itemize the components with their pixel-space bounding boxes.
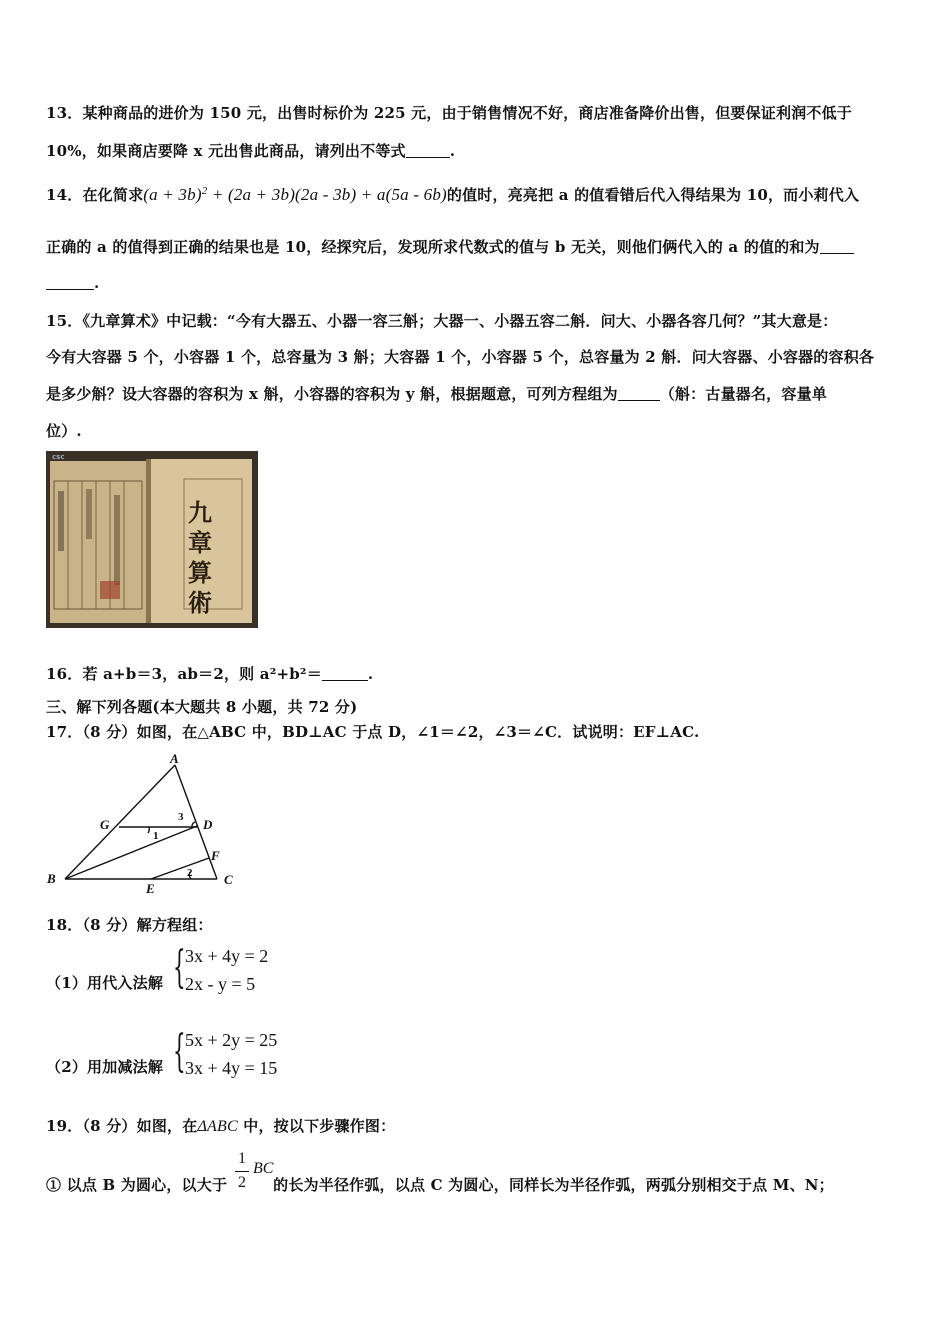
label-g: G [100,817,110,832]
q19-triangle: ΔABC [197,1118,238,1135]
label-c: C [224,872,233,887]
label-f: F [211,848,220,863]
q18-title: 18．（8 分）解方程组： [46,916,213,934]
system-brace-icon: { [173,942,186,993]
book-photo [46,451,258,628]
angle1-arc [148,827,149,833]
q17-figure-svg [44,748,244,896]
q18-p1-eq1: 3x + 4y = 2 [185,946,269,966]
q15-line3 [46,383,827,404]
q18-p1-eq2: 2x - y = 5 [185,974,256,994]
q17-text: 17．（8 分）如图，在△ABC 中，BD⊥AC 于点 D，∠1＝∠2，∠3＝∠C．试说明：EF⊥AC. [46,723,700,741]
q19-title-b: 中，按以下步骤作图： [237,1117,396,1135]
frac-numerator: 1 [238,1150,246,1167]
q18-p2-eq1: 5x + 2y = 25 [185,1030,278,1050]
frac-bar [235,1171,249,1172]
q14-expr-b: + (2a + 3b)(2a - 3b) + a(5a - 6b) [207,185,447,204]
label-b: B [47,871,56,886]
q14-line3 [46,274,99,292]
q15-line3b: （斛：古量器名，容量单 [659,385,827,403]
q13-line1: 13．某种商品的进价为 150 元，出售时标价为 225 元，由于销售情况不好，商店准备降价出售，但要保证利润不低于 [46,104,852,122]
label-e: E [146,881,155,896]
q16-text: 16．若 a+b＝3，ab＝2，则 a²+b²＝ [46,665,322,683]
q18-part2-label: （2）用加减法解 [46,1058,164,1076]
q16-end: . [367,665,374,683]
label-angle3: 3 [178,811,184,823]
q14-expression [143,185,447,204]
book-corner-label: csc [52,453,65,461]
q13-line2-text: 10%，如果商店要降 x 元出售此商品，请列出不等式 [46,142,406,160]
side-ab [65,765,175,879]
q14-answer-blank-a [820,239,854,254]
q19-step1 [46,1174,834,1195]
q18-part2-system [173,1026,303,1082]
q14-suffix: 的值时，亮亮把 a 的值看错后代入得结果为 10，而小莉代入 [446,186,860,204]
q14-exponent: 2 [201,185,208,197]
q14-answer-blank-b [46,275,94,290]
book-title-char-1: 九 [188,498,212,527]
q14-line1 [46,184,859,205]
q15-answer-blank [618,386,660,401]
q13-answer-blank [406,143,450,158]
book-title-char-3: 算 [188,558,212,587]
q13-end: . [449,142,456,160]
q14-end: . [94,274,100,292]
q15-line3a: 是多少斛？设大容器的容积为 x 斛，小容器的容积为 y 斛，根据题意，可列方程组为 [46,385,618,403]
q18-p2-eq2: 3x + 4y = 15 [185,1058,278,1078]
q17-figure [44,748,244,896]
q15-line4: 位）. [46,422,82,440]
q15-line1: 15．《九章算术》中记载：“今有大器五、小器一容三斛；大器一、小器五容二斛．问大、小器各容几何？”其大意是： [46,312,838,330]
frac-denominator: 2 [238,1174,246,1191]
q19-title [46,1115,395,1136]
label-a: A [170,751,179,766]
q19-step1-a: ① 以点 B 为圆心，以大于 [46,1176,228,1194]
q14-prefix: 14．在化简求 [46,186,144,204]
label-d: D [203,817,213,832]
label-angle1: 1 [153,830,159,842]
q13-line2 [46,140,455,161]
q14-expr-a: (a + 3b) [143,185,202,204]
q16-line [46,663,373,684]
q18-part1-label: （1）用代入法解 [46,974,164,992]
book-title-char-2: 章 [188,528,212,557]
system-brace-icon: { [173,1026,186,1077]
q14-line2-text: 正确的 a 的值得到正确的结果也是 10，经探究后，发现所求代数式的值与 b 无关，则他们俩代入的 a 的值的和为 [46,238,820,256]
book-title-char-4: 術 [188,588,212,617]
section3-title: 三、解下列各题(本大题共 8 小题，共 72 分) [46,698,358,716]
q18-part1-system [173,942,293,998]
q19-fraction [233,1150,283,1196]
q15-line2: 今有大容器 5 个，小容器 1 个，总容量为 3 斛；大容器 1 个，小容器 5 个，总容量为 2 斛．问大容器、小容器的容积各 [46,348,875,366]
book-photo-svg [46,451,258,628]
q19-step1-b: 的长为半径作弧，以点 C 为圆心，同样长为半径作弧，两弧分别相交于点 M、N； [273,1176,834,1194]
q16-answer-blank [322,666,368,681]
segment-bd [65,826,197,879]
q19-title-a: 19．（8 分）如图，在 [46,1117,198,1135]
frac-variable: BC [253,1160,274,1177]
segment-ef [151,858,209,879]
label-angle2: 2 [187,867,193,879]
q14-line2 [46,236,854,257]
